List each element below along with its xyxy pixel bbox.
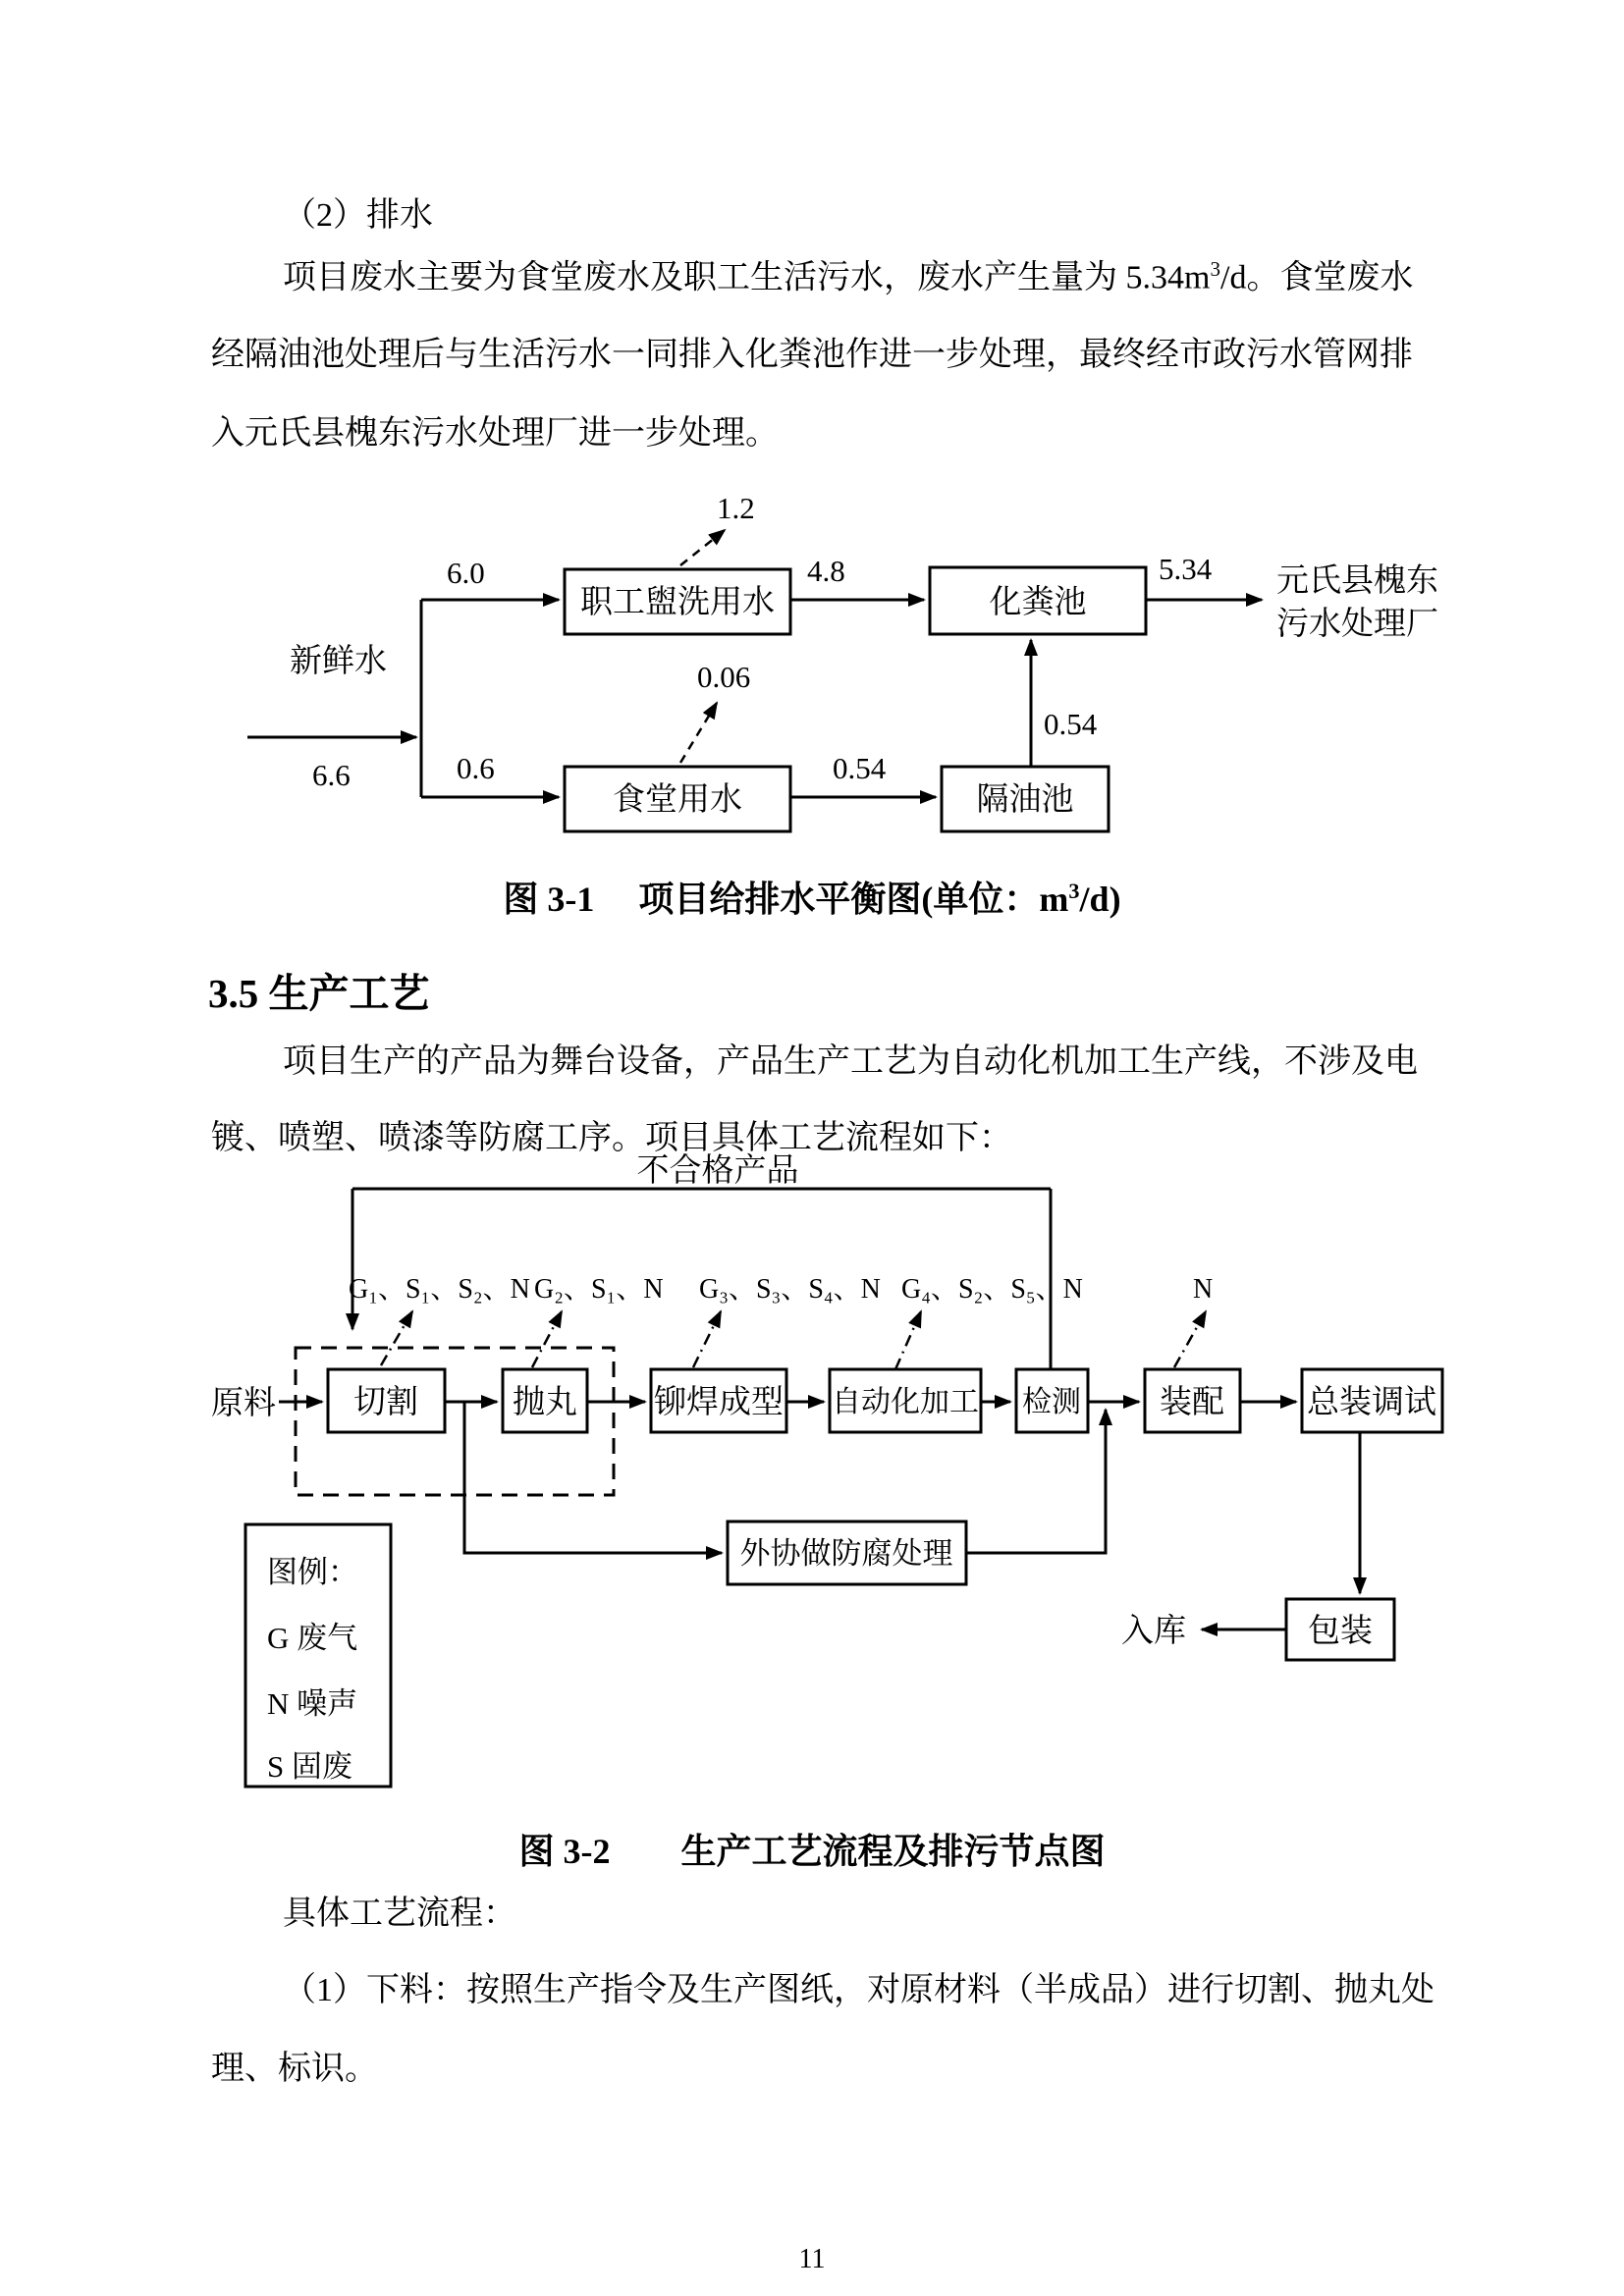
process-paragraph-line1: 项目生产的产品为舞台设备，产品生产工艺为自动化机加工生产线，不涉及电 bbox=[283, 1043, 1418, 1080]
label-canteen-water: 食堂用水 bbox=[613, 782, 742, 818]
pollution-label-assembly: N bbox=[1193, 1274, 1214, 1305]
label-inspection: 检测 bbox=[1022, 1386, 1081, 1418]
drainage-heading: （2）排水 bbox=[283, 197, 433, 234]
followup-line1: （1）下料：按照生产指令及生产图纸，对原材料（半成品）进行切割、抛丸处 bbox=[283, 1972, 1435, 2008]
legend-item-gas: G 废气 bbox=[267, 1621, 358, 1655]
emission-arrow-cutting bbox=[381, 1311, 412, 1365]
label-shot-blasting: 抛丸 bbox=[513, 1385, 577, 1420]
label-assembly: 装配 bbox=[1160, 1385, 1224, 1420]
drainage-paragraph-line3: 入元氏县槐东污水处理厂进一步处理。 bbox=[211, 415, 779, 452]
value-total-in: 6.6 bbox=[312, 758, 351, 792]
label-final-assembly-debug: 总装调试 bbox=[1307, 1385, 1436, 1420]
label-cutting: 切割 bbox=[353, 1385, 418, 1420]
label-wwtp-line2: 污水处理厂 bbox=[1276, 607, 1438, 642]
drainage-line1-post: /d。食堂废水 bbox=[1220, 259, 1414, 296]
pollution-label-machining: G₄、S₂、S₅、N bbox=[901, 1274, 1083, 1305]
drainage-paragraph-line2: 经隔油池处理后与生活污水一同排入化粪池作进一步处理，最终经市政污水管网排 bbox=[211, 337, 1413, 373]
dashed-arrow-washing-loss bbox=[680, 530, 725, 565]
value-washing-loss: 1.2 bbox=[717, 491, 755, 525]
figure2-process-flow-diagram bbox=[211, 1152, 1442, 1787]
figure1-water-balance-diagram bbox=[247, 491, 1438, 831]
pollution-label-riveting: G₃、S₃、S₄、N bbox=[699, 1274, 881, 1305]
legend-item-solid: S 固废 bbox=[267, 1749, 352, 1784]
emission-arrow-shot-blasting bbox=[532, 1311, 562, 1367]
emission-arrow-riveting bbox=[693, 1311, 721, 1367]
dashed-arrow-canteen-loss bbox=[680, 703, 717, 763]
fresh-water-label: 新鲜水 bbox=[290, 644, 387, 679]
emission-arrow-machining bbox=[895, 1311, 921, 1369]
label-raw-material: 原料 bbox=[211, 1386, 276, 1421]
label-staff-washing: 职工盥洗用水 bbox=[580, 585, 775, 620]
value-canteen-loss: 0.06 bbox=[697, 660, 751, 694]
label-warehousing: 入库 bbox=[1121, 1614, 1186, 1649]
value-grease-out: 0.54 bbox=[1044, 707, 1098, 741]
value-washing-in: 6.0 bbox=[447, 556, 485, 590]
label-automated-machining: 自动化加工 bbox=[832, 1386, 979, 1418]
label-reject-product: 不合格产品 bbox=[636, 1153, 799, 1189]
value-canteen-in: 0.6 bbox=[457, 751, 495, 785]
drainage-line1-pre: 项目废水主要为食堂废水及职工生活污水，废水产生量为 5.34m bbox=[283, 259, 1211, 296]
figure1-caption: 图 3-1 项目给排水平衡图(单位：$m^3/d$) bbox=[503, 879, 1121, 919]
pollution-label-shot-blasting: G₂、S₁、N bbox=[534, 1274, 664, 1305]
label-outsourced-anticorrosion: 外协做防腐处理 bbox=[739, 1536, 953, 1571]
emission-arrow-assembly bbox=[1174, 1311, 1206, 1367]
followup-line0: 具体工艺流程： bbox=[283, 1896, 516, 1932]
label-packing: 包装 bbox=[1308, 1614, 1373, 1649]
label-riveting-welding: 铆焊成型 bbox=[654, 1385, 784, 1420]
followup-line2: 理、标识。 bbox=[211, 2051, 378, 2087]
legend-title: 图例： bbox=[267, 1555, 358, 1589]
label-wwtp-line1: 元氏县槐东 bbox=[1276, 563, 1438, 599]
value-final-out: 5.34 bbox=[1159, 552, 1213, 586]
drainage-line1-sup: 3 bbox=[1210, 257, 1220, 281]
label-grease-trap: 隔油池 bbox=[976, 782, 1074, 818]
legend-box bbox=[245, 1524, 391, 1787]
legend-item-noise: N 噪声 bbox=[267, 1686, 358, 1721]
section-heading-3-5: 3.5 生产工艺 bbox=[208, 971, 430, 1016]
pollution-label-cutting: G₁、S₁、S₂、N bbox=[349, 1274, 530, 1305]
figure2-caption: 图 3-2 生产工艺流程及排污节点图 bbox=[518, 1832, 1106, 1871]
value-washing-out: 4.8 bbox=[807, 554, 845, 588]
page-number: 11 bbox=[798, 2244, 826, 2274]
label-septic-tank: 化粪池 bbox=[989, 585, 1087, 620]
process-paragraph-line2: 镀、喷塑、喷漆等防腐工序。项目具体工艺流程如下： bbox=[211, 1120, 1012, 1156]
value-canteen-out: 0.54 bbox=[833, 751, 887, 785]
